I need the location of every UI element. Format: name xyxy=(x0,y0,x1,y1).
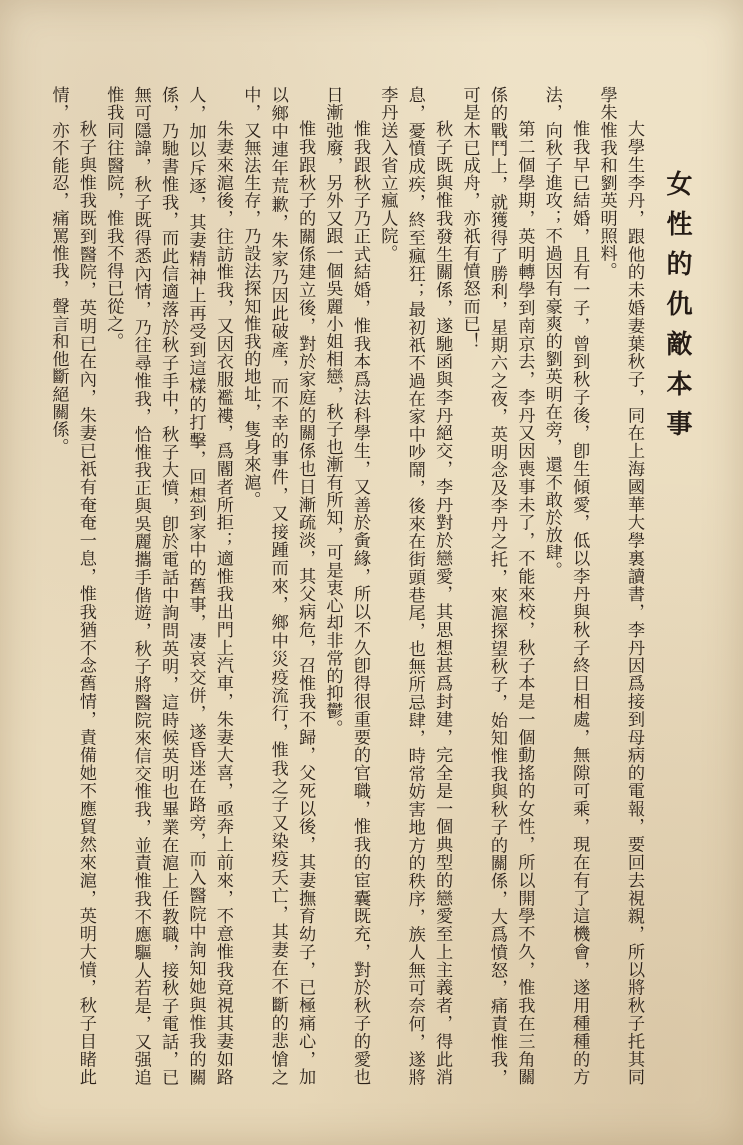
paragraph: 惟我跟秋子乃正式結婚，惟我本爲法科學生，又善於夤緣，所以不久卽得很重要的官職，惟我的宦囊既充，對於秋子的愛也日漸弛廢，另外又跟一個吳麗小姐相戀，秋子也漸有所知，可是衷心却非常的抑鬱。 xyxy=(322,86,370,1086)
paragraph: 大學生李丹，跟他的未婚妻葉秋子，同在上海國華大學裏讀書，李丹因爲接到母病的電報，要回去視親，所以將秋子托其同學朱惟我和劉英明照料。 xyxy=(596,86,644,1086)
paragraph: 第二個學期，英明轉學到南京去，李丹又因喪事未了，不能來校，秋子本是一個動搖的女性，所以開學不久，惟我在三角關係的戰鬥上，就獲得了勝利，星期六之夜，英明念及李丹之托，來滬探望秋子，始知惟我與秋子的關係，大爲憤怒，痛責惟我，可是木已成舟，亦祇有憤怒而已！ xyxy=(459,86,535,1086)
article-title: 女性的仇敵本事 xyxy=(662,170,692,450)
paragraph: 秋子與惟我既到醫院，英明已在內，朱妻已祇有奄奄一息，惟我猶不念舊情，責備她不應貿然來滬，英明大憤，秋子目睹此情，亦不能忍，痛罵惟我，聲言和他斷絕關係。 xyxy=(48,86,96,1086)
paragraph: 惟我跟秋子的關係建立後，對於家庭的關係也日漸疏淡，其父病危，召惟我不歸，父死以後，其妻撫育幼子，已極痛心，加以鄉中連年荒歉，朱家乃因此破產，而不幸的事件，又接踵而來，鄉中災疫流行，惟我之子又染疫夭亡，其妻在不斷的悲愴之中，又無法生存，乃設法探知惟我的地址，隻身來滬。 xyxy=(240,86,316,1086)
article-body xyxy=(48,86,707,1086)
paragraph: 秋子既與惟我發生關係，遂馳函與李丹絕交，李丹對於戀愛，其思想甚爲封建，完全是一個典型的戀愛至上主義者，得此消息，憂憤成疾，終至瘋狂；最初祇不過在家中吵鬧，後來在街頭巷尾，也無所忌肆，時常妨害地方的秩序，族人無可奈何，遂將李丹送入省立瘋人院。 xyxy=(377,86,453,1086)
paragraph: 朱妻來滬後，往訪惟我，又因衣服襤褸，爲閽者所拒；適惟我出門上汽車，朱妻大喜，亟奔上前來，不意惟我竟視其妻如路人，加以斥逐，其妻精神上再受到這樣的打擊，回想到家中的舊事，凄哀交併，遂昏迷在路旁，而入醫院中詢知她與惟我的關係，乃馳書惟我，而此信適落於秋子手中，秋子大憤，卽於電話中詢問英明，這時候英明也畢業在滬上任教職，接秋子電話，已無可隱諱，秋子既得悉內情，乃往尋惟我，恰惟我正與吳麗攜手偕遊，秋子將醫院來信交惟我，並責惟我不應驅人若是，又强追惟我同往醫院，惟我不得已從之。 xyxy=(103,86,233,1086)
paragraph: 惟我早已結婚，且有一子，曾到秋子後，卽生傾愛，低以李丹與秋子終日相處，無隙可乘，現在有了這機會，遂用種種的方法，向秋子進攻；不過因有豪爽的劉英明在旁，還不敢於放肆。 xyxy=(541,86,590,1086)
